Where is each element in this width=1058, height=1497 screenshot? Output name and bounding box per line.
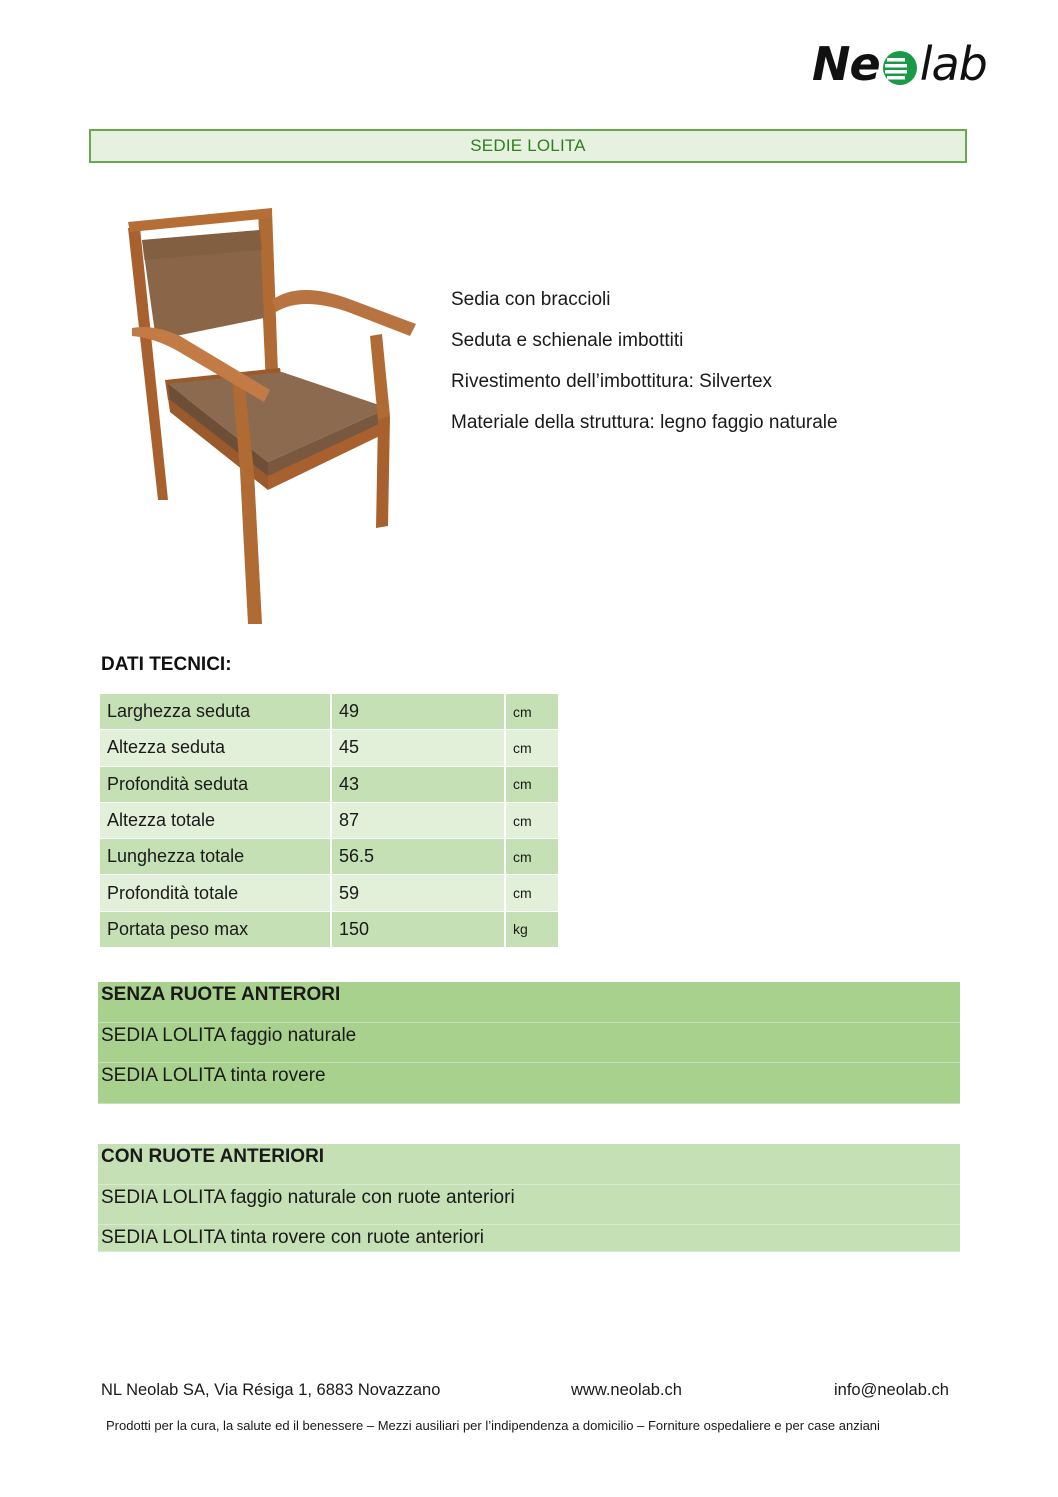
variant-item: SEDIA LOLITA faggio naturale con ruote anteriori xyxy=(98,1185,960,1226)
logo-mark-icon xyxy=(881,49,919,87)
specs-heading: DATI TECNICI: xyxy=(101,654,232,675)
neolab-logo xyxy=(812,34,987,94)
spec-unit: kg xyxy=(505,911,558,947)
variant-item: SEDIA LOLITA tinta rovere xyxy=(98,1063,960,1104)
spec-unit: cm xyxy=(505,694,558,730)
variants-without-wheels xyxy=(98,982,960,1104)
product-title-bar xyxy=(89,129,967,163)
spec-label: Altezza seduta xyxy=(100,730,331,766)
chair-image xyxy=(120,200,420,630)
spec-value: 56.5 xyxy=(331,839,505,875)
table-row xyxy=(100,694,558,730)
feature-item: Seduta e schienale imbottiti xyxy=(451,330,684,351)
spec-unit: cm xyxy=(505,839,558,875)
spec-label: Altezza totale xyxy=(100,802,331,838)
spec-value: 87 xyxy=(331,802,505,838)
feature-item: Materiale della struttura: legno faggio naturale xyxy=(451,412,838,433)
spec-label: Profondità totale xyxy=(100,875,331,911)
spec-label: Portata peso max xyxy=(100,911,331,947)
table-row xyxy=(100,766,558,802)
spec-unit: cm xyxy=(505,730,558,766)
feature-list xyxy=(451,283,838,447)
spec-value: 45 xyxy=(331,730,505,766)
table-row xyxy=(100,802,558,838)
product-title: SEDIE LOLITA xyxy=(470,136,586,155)
spec-value: 49 xyxy=(331,694,505,730)
spec-unit: cm xyxy=(505,802,558,838)
table-row xyxy=(100,839,558,875)
feature-item: Sedia con braccioli xyxy=(451,289,611,310)
feature-item: Rivestimento dell’imbottitura: Silvertex xyxy=(451,371,773,392)
logo-text-part1: Ne xyxy=(812,37,880,91)
variants-heading: SENZA RUOTE ANTERORI xyxy=(98,982,960,1023)
spec-label: Lunghezza totale xyxy=(100,839,331,875)
footer-email-link[interactable]: info@neolab.ch xyxy=(834,1381,949,1399)
table-row xyxy=(100,730,558,766)
table-row xyxy=(100,911,558,947)
spec-label: Profondità seduta xyxy=(100,766,331,802)
spec-unit: cm xyxy=(505,875,558,911)
variant-item: SEDIA LOLITA faggio naturale xyxy=(98,1023,960,1064)
spec-label: Larghezza seduta xyxy=(100,694,331,730)
footer-website-link[interactable]: www.neolab.ch xyxy=(571,1381,682,1399)
footer-tagline: Prodotti per la cura, la salute ed il benessere – Mezzi ausiliari per l’indipendenza a domicilio – Forniture ospedaliere e per case anziani xyxy=(106,1418,880,1433)
variants-with-wheels xyxy=(98,1144,960,1252)
variants-heading: CON RUOTE ANTERIORI xyxy=(98,1144,960,1185)
spec-value: 43 xyxy=(331,766,505,802)
footer-address: NL Neolab SA, Via Résiga 1, 6883 Novazzano xyxy=(101,1381,441,1399)
logo-text-part2: lab xyxy=(919,37,987,91)
spec-unit: cm xyxy=(505,766,558,802)
specs-table xyxy=(100,694,558,948)
variant-item: SEDIA LOLITA tinta rovere con ruote anteriori xyxy=(98,1225,960,1252)
spec-value: 150 xyxy=(331,911,505,947)
spec-value: 59 xyxy=(331,875,505,911)
table-row xyxy=(100,875,558,911)
